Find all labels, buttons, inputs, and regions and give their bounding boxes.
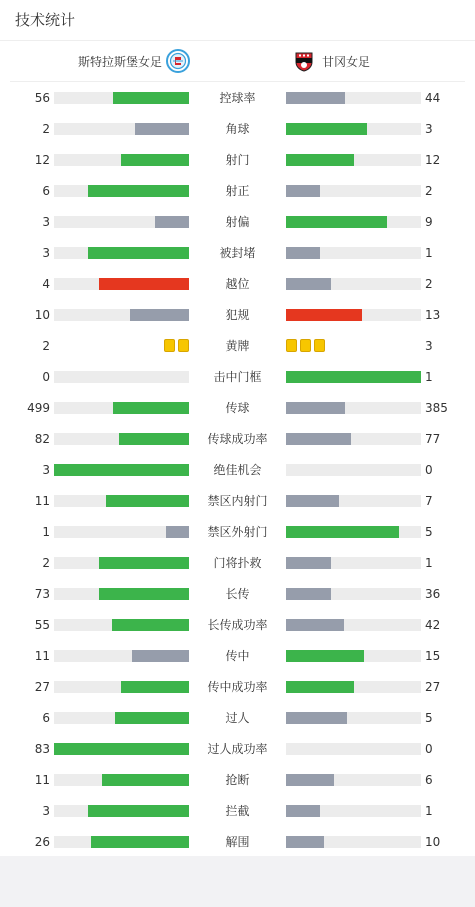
section-title: 技术统计 bbox=[0, 0, 475, 41]
stat-row bbox=[0, 175, 475, 206]
home-stat-bar-fill bbox=[88, 805, 189, 817]
away-stat-value: 1 bbox=[425, 246, 433, 260]
away-stat-bar bbox=[286, 557, 421, 569]
away-stat-bar-fill bbox=[286, 526, 399, 538]
stat-label: 控球率 bbox=[219, 91, 256, 105]
home-stat-value: 3 bbox=[42, 215, 50, 229]
stat-row bbox=[0, 702, 475, 733]
home-stat-bar-fill bbox=[106, 495, 189, 507]
away-stat-bar-fill bbox=[286, 681, 354, 693]
away-stat-bar-fill bbox=[286, 588, 331, 600]
stat-row bbox=[0, 826, 475, 857]
away-stat-bar-fill bbox=[286, 650, 364, 662]
away-stat-bar-fill bbox=[286, 309, 362, 321]
home-team[interactable] bbox=[78, 41, 190, 81]
away-stat-bar bbox=[286, 464, 421, 476]
home-stat-bar-fill bbox=[115, 712, 189, 724]
away-stat-bar bbox=[286, 278, 421, 290]
home-stat-value: 499 bbox=[27, 401, 50, 415]
stat-row bbox=[0, 206, 475, 237]
away-team-logo-icon bbox=[292, 49, 316, 73]
away-stat-bar bbox=[286, 712, 421, 724]
home-yellow-cards bbox=[164, 339, 189, 353]
stat-label: 长传成功率 bbox=[207, 618, 268, 632]
yellow-card-icon bbox=[164, 339, 175, 352]
away-team[interactable] bbox=[292, 41, 370, 81]
home-stat-value: 11 bbox=[34, 649, 50, 663]
home-stat-value: 3 bbox=[42, 804, 50, 818]
home-stat-bar-fill bbox=[88, 185, 189, 197]
yellow-card-icon bbox=[300, 339, 311, 352]
away-team-name: 甘冈女足 bbox=[322, 54, 371, 69]
home-stat-value: 3 bbox=[42, 246, 50, 260]
home-stat-bar-fill bbox=[121, 681, 189, 693]
home-stat-value: 6 bbox=[42, 711, 50, 725]
away-stat-bar-fill bbox=[286, 836, 324, 848]
away-stat-bar-fill bbox=[286, 247, 320, 259]
stat-label: 传中 bbox=[225, 649, 250, 663]
stat-row bbox=[0, 299, 475, 330]
away-stat-value: 12 bbox=[425, 153, 441, 167]
home-stat-value: 10 bbox=[34, 308, 50, 322]
away-stat-bar bbox=[286, 154, 421, 166]
away-stat-bar-fill bbox=[286, 371, 421, 383]
away-stat-value: 0 bbox=[425, 742, 433, 756]
away-stat-bar-fill bbox=[286, 154, 354, 166]
home-stat-bar-fill bbox=[54, 464, 189, 476]
home-stat-bar-fill bbox=[91, 836, 189, 848]
home-stat-bar bbox=[54, 712, 189, 724]
stat-row bbox=[0, 82, 475, 113]
home-stat-value: 1 bbox=[42, 525, 50, 539]
home-stat-bar bbox=[54, 278, 189, 290]
stat-row bbox=[0, 733, 475, 764]
home-stat-bar bbox=[54, 619, 189, 631]
away-stat-value: 44 bbox=[425, 91, 441, 105]
home-stat-value: 56 bbox=[34, 91, 50, 105]
home-stat-bar bbox=[54, 247, 189, 259]
home-stat-value: 2 bbox=[42, 339, 50, 353]
home-stat-value: 27 bbox=[34, 680, 50, 694]
home-stat-bar-fill bbox=[166, 526, 189, 538]
away-stat-value: 27 bbox=[425, 680, 441, 694]
teams-header bbox=[10, 41, 465, 82]
away-stat-bar-fill bbox=[286, 185, 320, 197]
away-stat-bar-fill bbox=[286, 774, 334, 786]
away-stat-bar-fill bbox=[286, 216, 387, 228]
away-stat-value: 7 bbox=[425, 494, 433, 508]
yellow-card-icon bbox=[314, 339, 325, 352]
home-stat-bar-fill bbox=[99, 557, 189, 569]
stat-label: 拦截 bbox=[225, 804, 250, 818]
home-stat-bar-fill bbox=[132, 650, 189, 662]
stat-row bbox=[0, 671, 475, 702]
stat-label: 过人成功率 bbox=[207, 742, 268, 756]
away-stat-bar bbox=[286, 774, 421, 786]
away-stat-bar-fill bbox=[286, 495, 339, 507]
stat-row bbox=[0, 795, 475, 826]
home-stat-value: 26 bbox=[34, 835, 50, 849]
home-stat-bar bbox=[54, 123, 189, 135]
away-stat-value: 10 bbox=[425, 835, 441, 849]
stat-label: 禁区内射门 bbox=[207, 494, 268, 508]
away-stat-bar bbox=[286, 681, 421, 693]
away-stat-value: 36 bbox=[425, 587, 441, 601]
away-stat-value: 42 bbox=[425, 618, 441, 632]
home-stat-bar bbox=[54, 402, 189, 414]
stat-row bbox=[0, 516, 475, 547]
stat-label: 射门 bbox=[225, 153, 250, 167]
home-stat-value: 83 bbox=[34, 742, 50, 756]
stat-row bbox=[0, 485, 475, 516]
home-stat-value: 6 bbox=[42, 184, 50, 198]
away-stat-bar-fill bbox=[286, 712, 347, 724]
away-stat-bar bbox=[286, 433, 421, 445]
home-team-name: 斯特拉斯堡女足 bbox=[77, 54, 162, 69]
away-stat-bar bbox=[286, 92, 421, 104]
stat-label: 传中成功率 bbox=[207, 680, 268, 694]
stat-label: 射偏 bbox=[225, 215, 250, 229]
home-stat-bar-fill bbox=[130, 309, 189, 321]
away-stat-bar bbox=[286, 402, 421, 414]
home-stat-bar-fill bbox=[112, 619, 189, 631]
away-stat-bar bbox=[286, 836, 421, 848]
home-stat-bar-fill bbox=[99, 278, 189, 290]
stat-label: 传球 bbox=[225, 401, 250, 415]
stat-row bbox=[0, 609, 475, 640]
stat-label: 禁区外射门 bbox=[207, 525, 268, 539]
away-stat-bar-fill bbox=[286, 123, 367, 135]
home-stat-value: 55 bbox=[34, 618, 50, 632]
home-stat-value: 3 bbox=[42, 463, 50, 477]
stat-label: 黄牌 bbox=[225, 339, 250, 353]
home-stat-bar bbox=[54, 309, 189, 321]
home-stat-bar bbox=[54, 495, 189, 507]
stat-row bbox=[0, 113, 475, 144]
home-stat-bar bbox=[54, 464, 189, 476]
away-stat-bar bbox=[286, 619, 421, 631]
stat-label: 越位 bbox=[225, 277, 250, 291]
stat-label: 被封堵 bbox=[219, 246, 256, 260]
home-stat-bar bbox=[54, 371, 189, 383]
away-stat-bar bbox=[286, 526, 421, 538]
home-stat-value: 2 bbox=[42, 556, 50, 570]
stats-list bbox=[0, 82, 475, 857]
away-stat-bar-fill bbox=[286, 557, 331, 569]
home-stat-bar-fill bbox=[135, 123, 189, 135]
home-stat-value: 2 bbox=[42, 122, 50, 136]
stat-label: 击中门框 bbox=[213, 370, 262, 384]
away-stat-bar-fill bbox=[286, 402, 345, 414]
stat-label: 门将扑救 bbox=[213, 556, 262, 570]
home-stat-bar bbox=[54, 588, 189, 600]
stat-row bbox=[0, 578, 475, 609]
away-stat-value: 385 bbox=[425, 401, 448, 415]
stat-label: 传球成功率 bbox=[207, 432, 268, 446]
away-yellow-cards bbox=[286, 339, 325, 353]
stat-row bbox=[0, 237, 475, 268]
stat-row bbox=[0, 640, 475, 671]
home-stat-value: 73 bbox=[34, 587, 50, 601]
home-team-logo-icon bbox=[166, 49, 190, 73]
away-stat-value: 2 bbox=[425, 277, 433, 291]
stat-row bbox=[0, 268, 475, 299]
away-stat-bar-fill bbox=[286, 433, 351, 445]
home-stat-bar-fill bbox=[102, 774, 189, 786]
away-stat-bar bbox=[286, 650, 421, 662]
stat-row bbox=[0, 144, 475, 175]
away-stat-value: 5 bbox=[425, 525, 433, 539]
away-stat-value: 3 bbox=[425, 339, 433, 353]
away-stat-bar-fill bbox=[286, 278, 331, 290]
away-stat-bar bbox=[286, 309, 421, 321]
away-stat-bar bbox=[286, 247, 421, 259]
stat-label: 角球 bbox=[225, 122, 250, 136]
yellow-card-icon bbox=[286, 339, 297, 352]
home-stat-bar-fill bbox=[113, 92, 189, 104]
away-stat-bar bbox=[286, 216, 421, 228]
away-stat-value: 1 bbox=[425, 556, 433, 570]
away-stat-value: 9 bbox=[425, 215, 433, 229]
stat-row bbox=[0, 392, 475, 423]
home-stat-bar bbox=[54, 836, 189, 848]
stat-label: 绝佳机会 bbox=[213, 463, 262, 477]
away-stat-value: 3 bbox=[425, 122, 433, 136]
home-stat-bar bbox=[54, 216, 189, 228]
home-stat-bar-fill bbox=[113, 402, 189, 414]
away-stat-bar-fill bbox=[286, 619, 344, 631]
stat-row bbox=[0, 764, 475, 795]
away-stat-bar bbox=[286, 743, 421, 755]
stat-row bbox=[0, 330, 475, 361]
home-stat-bar bbox=[54, 557, 189, 569]
away-stat-bar bbox=[286, 371, 421, 383]
stat-label: 过人 bbox=[225, 711, 250, 725]
away-stat-value: 1 bbox=[425, 370, 433, 384]
home-stat-value: 82 bbox=[34, 432, 50, 446]
away-stat-bar-fill bbox=[286, 805, 320, 817]
home-stat-bar-fill bbox=[54, 743, 189, 755]
home-stat-bar bbox=[54, 526, 189, 538]
home-stat-value: 11 bbox=[34, 773, 50, 787]
away-stat-value: 77 bbox=[425, 432, 441, 446]
stat-label: 解围 bbox=[225, 835, 250, 849]
stat-row bbox=[0, 454, 475, 485]
home-stat-bar-fill bbox=[119, 433, 189, 445]
home-stat-bar bbox=[54, 154, 189, 166]
home-stat-bar-fill bbox=[88, 247, 189, 259]
stat-label: 长传 bbox=[225, 587, 250, 601]
home-stat-value: 0 bbox=[42, 370, 50, 384]
away-stat-value: 5 bbox=[425, 711, 433, 725]
home-stat-value: 4 bbox=[42, 277, 50, 291]
stat-label: 抢断 bbox=[225, 773, 250, 787]
away-stat-value: 6 bbox=[425, 773, 433, 787]
home-stat-bar bbox=[54, 743, 189, 755]
home-stat-value: 12 bbox=[34, 153, 50, 167]
away-stat-value: 2 bbox=[425, 184, 433, 198]
away-stat-value: 1 bbox=[425, 804, 433, 818]
yellow-card-icon bbox=[178, 339, 189, 352]
stat-row bbox=[0, 361, 475, 392]
away-stat-bar bbox=[286, 495, 421, 507]
home-stat-bar bbox=[54, 650, 189, 662]
stat-label: 射正 bbox=[225, 184, 250, 198]
home-stat-bar bbox=[54, 805, 189, 817]
away-stat-bar bbox=[286, 185, 421, 197]
home-stat-bar bbox=[54, 681, 189, 693]
away-stat-bar bbox=[286, 123, 421, 135]
home-stat-bar bbox=[54, 92, 189, 104]
away-stat-bar bbox=[286, 805, 421, 817]
home-stat-bar bbox=[54, 774, 189, 786]
home-stat-bar-fill bbox=[99, 588, 189, 600]
home-stat-bar-fill bbox=[155, 216, 189, 228]
stat-row bbox=[0, 423, 475, 454]
away-stat-value: 0 bbox=[425, 463, 433, 477]
away-stat-bar-fill bbox=[286, 92, 345, 104]
away-stat-value: 13 bbox=[425, 308, 441, 322]
home-stat-bar bbox=[54, 185, 189, 197]
home-stat-bar-fill bbox=[121, 154, 189, 166]
away-stat-bar bbox=[286, 588, 421, 600]
home-stat-bar bbox=[54, 433, 189, 445]
stat-row bbox=[0, 547, 475, 578]
away-stat-value: 15 bbox=[425, 649, 441, 663]
home-stat-value: 11 bbox=[34, 494, 50, 508]
stat-label: 犯规 bbox=[225, 308, 250, 322]
